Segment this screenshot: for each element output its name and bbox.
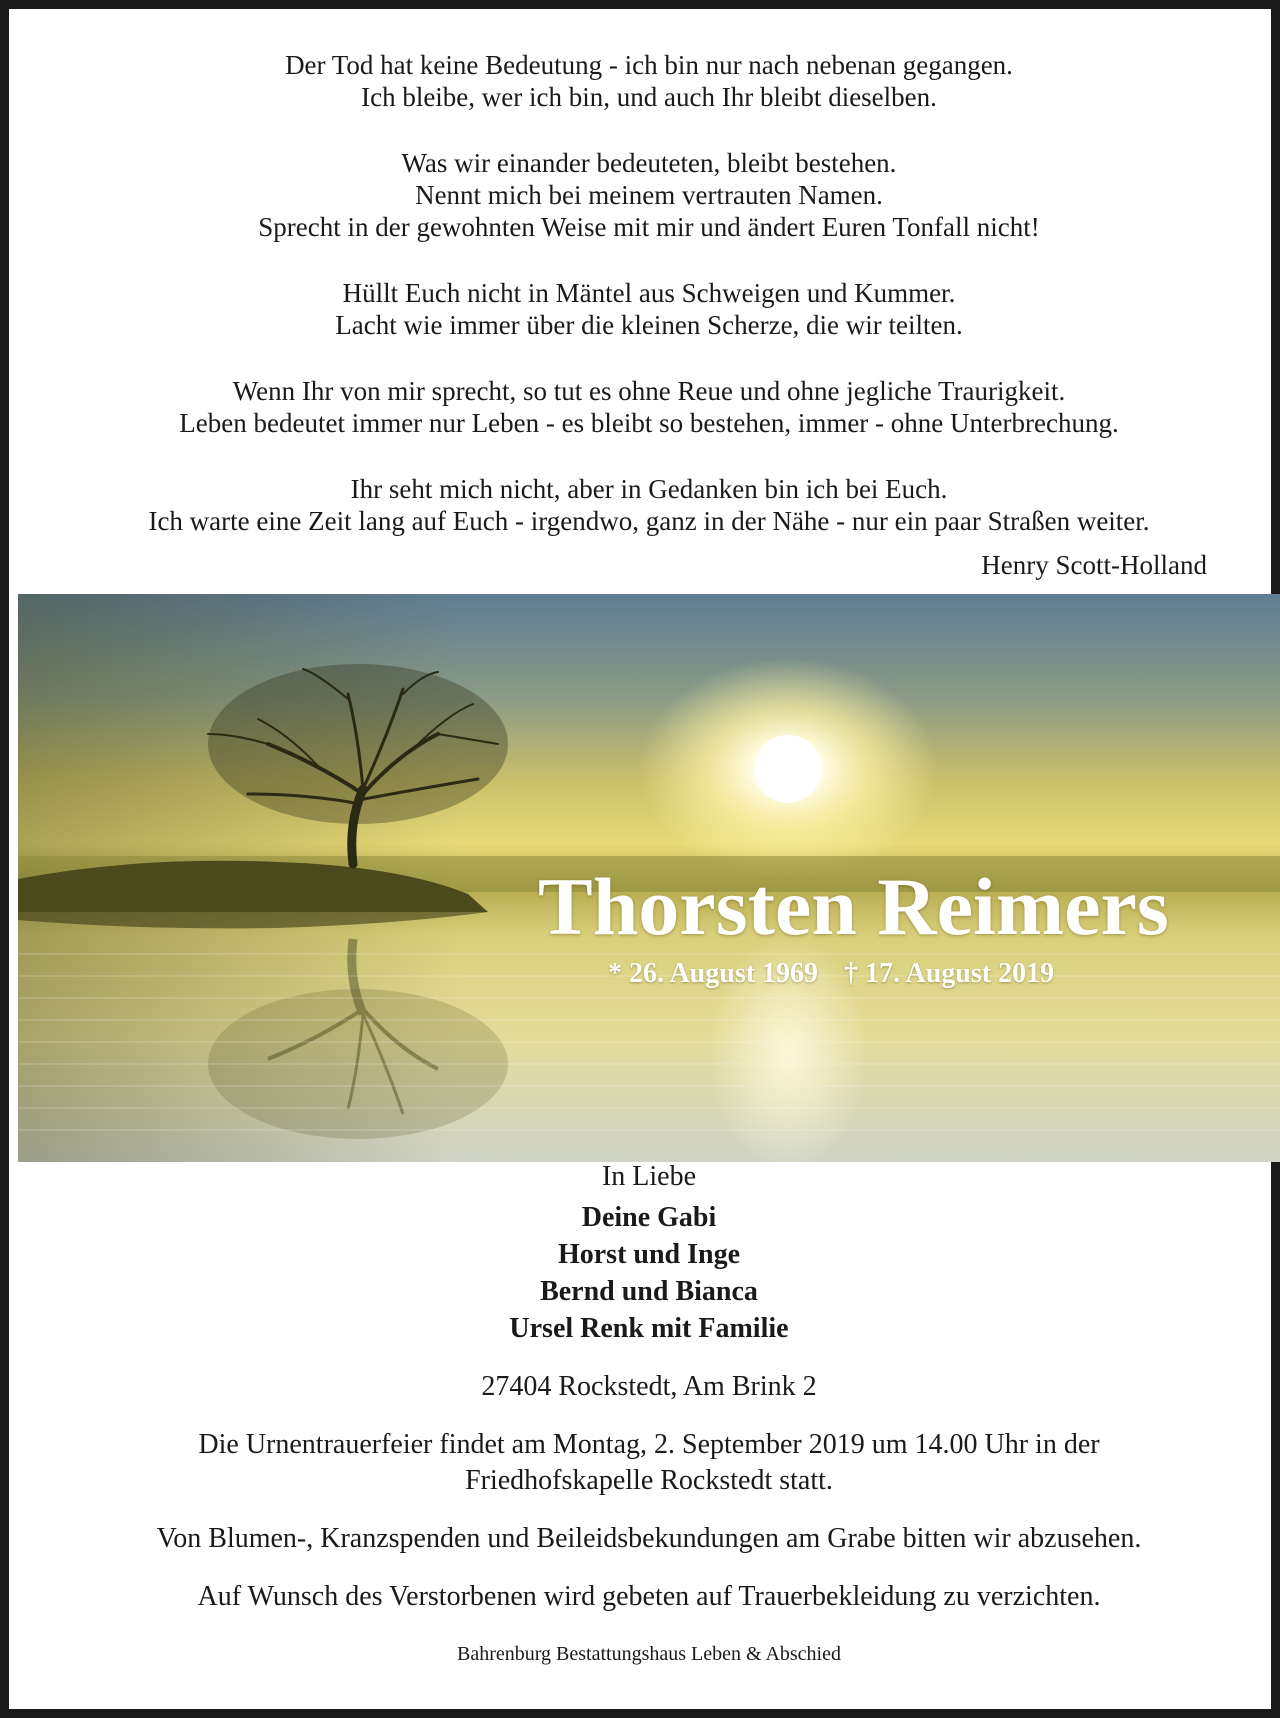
poem-author: Henry Scott-Holland bbox=[981, 550, 1207, 580]
poem-line: Hüllt Euch nicht in Mäntel aus Schweigen und Kummer. bbox=[342, 278, 956, 308]
obituary-details bbox=[19, 1159, 1279, 1667]
poem-line: Der Tod hat keine Bedeutung - ich bin nur nach nebenan gegangen. bbox=[285, 50, 1013, 80]
birth-date: * 26. August 1969 bbox=[608, 958, 819, 989]
mourner-name: Ursel Renk mit Familie bbox=[509, 1313, 789, 1344]
poem-stanza bbox=[19, 49, 1279, 113]
mourners-list bbox=[19, 1199, 1279, 1347]
poem-line: Lacht wie immer über die kleinen Scherze, die wir teilten. bbox=[335, 310, 963, 340]
mourner-name: Deine Gabi bbox=[581, 1202, 717, 1233]
mourner-name: Horst und Inge bbox=[557, 1239, 741, 1270]
ceremony-info bbox=[19, 1427, 1279, 1499]
poem-stanza bbox=[19, 473, 1279, 537]
funeral-home: Bahrenburg Bestattungshaus Leben & Abschied bbox=[456, 1643, 841, 1665]
ceremony-line: Friedhofskapelle Rockstedt statt. bbox=[465, 1465, 833, 1496]
mourners-intro: In Liebe bbox=[601, 1161, 697, 1192]
ceremony-line: Die Urnentrauerfeier findet am Montag, 2. September 2019 um 14.00 Uhr in der bbox=[198, 1429, 1100, 1460]
mourner-name: Bernd und Bianca bbox=[540, 1276, 758, 1307]
poem-line: Wenn Ihr von mir sprecht, so tut es ohne Reue und ohne jegliche Traurigkeit. bbox=[232, 376, 1066, 406]
poem-line: Was wir einander bedeuteten, bleibt bestehen. bbox=[401, 148, 897, 178]
poem-line: Leben bedeutet immer nur Leben - es bleibt so bestehen, immer - ohne Unterbrechung. bbox=[179, 408, 1119, 438]
poem-line: Nennt mich bei meinem vertrauten Namen. bbox=[415, 180, 883, 210]
poem bbox=[19, 49, 1279, 537]
address: 27404 Rockstedt, Am Brink 2 bbox=[481, 1371, 817, 1402]
clothing-note: Auf Wunsch des Verstorbenen wird gebeten auf Trauerbekleidung zu verzichten. bbox=[197, 1581, 1101, 1612]
poem-line: Ich bleibe, wer ich bin, und auch Ihr bleibt dieselben. bbox=[361, 82, 937, 112]
poem-line: Sprecht in der gewohnten Weise mit mir und ändert Euren Tonfall nicht! bbox=[258, 212, 1040, 242]
poem-stanza bbox=[19, 277, 1279, 341]
deceased-name: Thorsten Reimers bbox=[538, 861, 1169, 952]
death-date: † 17. August 2019 bbox=[844, 958, 1055, 989]
poem-stanza bbox=[19, 375, 1279, 439]
poem-stanza bbox=[19, 147, 1279, 243]
poem-line: Ich warte eine Zeit lang auf Euch - irgendwo, ganz in der Nähe - nur ein paar Straßen weiter. bbox=[148, 506, 1150, 536]
memorial-photo bbox=[18, 594, 1280, 1162]
poem-line: Ihr seht mich nicht, aber in Gedanken bin ich bei Euch. bbox=[350, 474, 948, 504]
flowers-note: Von Blumen-, Kranzspenden und Beileidsbekundungen am Grabe bitten wir abzusehen. bbox=[156, 1523, 1142, 1554]
life-dates bbox=[608, 958, 1054, 990]
